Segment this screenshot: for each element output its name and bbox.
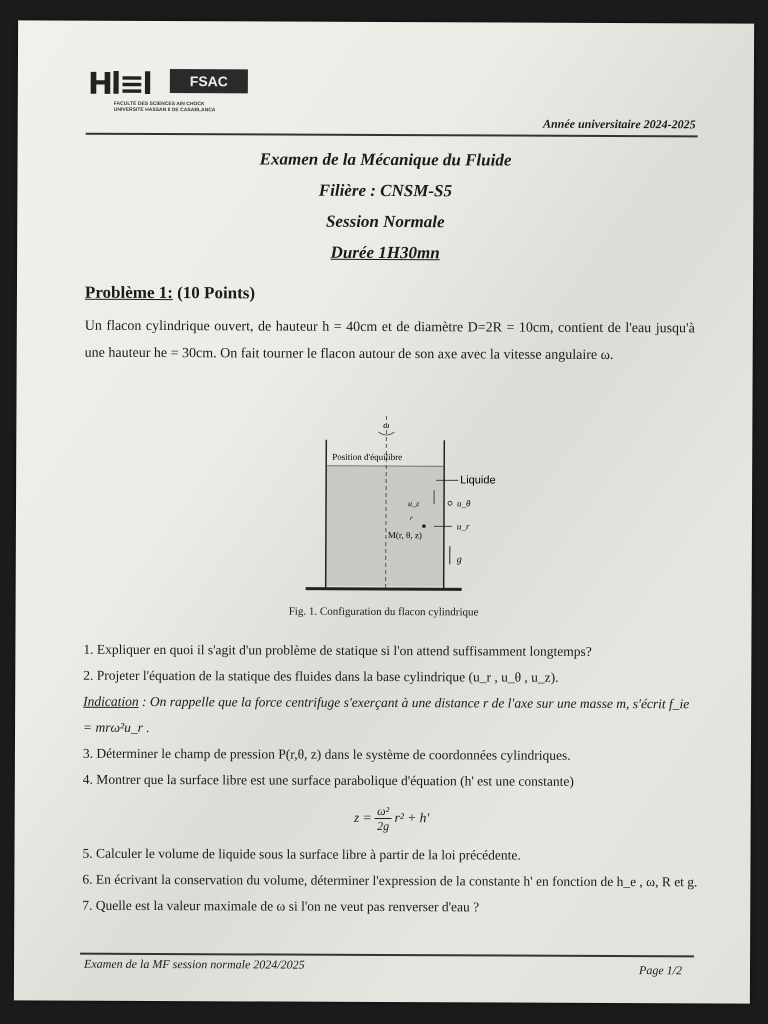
u-theta-label: u_θ bbox=[457, 498, 471, 509]
indication bbox=[83, 689, 701, 744]
gravity-label: g bbox=[456, 554, 462, 566]
logo-subtitle-1: FACULTE DES SCIENCES AIN CHOCK bbox=[113, 100, 205, 108]
indication-label: Indication bbox=[83, 693, 139, 709]
figure-caption: Fig. 1. Configuration du flacon cylindrique bbox=[288, 605, 479, 619]
question-5: 5. Calculer le volume de liquide sous la surface libre à partir de la loi précédente. bbox=[82, 845, 521, 863]
question-3: 3. Déterminer le champ de pression P(r,θ, z) dans le système de coordonnées cylindriques. bbox=[82, 745, 571, 763]
academic-year: Année universitaire 2024-2025 bbox=[542, 116, 696, 132]
equation-numerator: ω² bbox=[375, 804, 391, 819]
logo-box: FSAC bbox=[170, 69, 248, 93]
flask-base bbox=[306, 589, 462, 590]
problem-intro: Un flacon cylindrique ouvert, de hauteur h = 40cm et de diamètre D=2R = 10cm, contient de l'eau jusqu'à une hauteur he = 30cm. On fait tourner le flacon autour de son axe avec la vitesse angulaire ω. bbox=[84, 318, 695, 363]
free-surface-line bbox=[326, 466, 444, 467]
exam-program: Filière : CNSM-S5 bbox=[318, 180, 453, 201]
equation-rhs: r² + h' bbox=[394, 810, 430, 826]
flask-figure bbox=[302, 410, 523, 597]
question-2: 2. Projeter l'équation de la statique des fluides dans la base cylindrique (u_r , u_θ , u_z). bbox=[83, 667, 559, 685]
exam-page bbox=[14, 20, 754, 1003]
page-number: Page 1/2 bbox=[638, 963, 683, 978]
problem-heading bbox=[85, 283, 255, 304]
surface-equation bbox=[83, 793, 701, 844]
point-m-icon bbox=[422, 524, 426, 528]
liquid-label: Liquide bbox=[460, 474, 496, 487]
problem-heading-label: Problème 1: bbox=[84, 282, 173, 303]
logo-subtitle-2: UNIVERSITE HASSAN II DE CASABLANCA bbox=[113, 106, 216, 114]
logo-mark-icon: Hl≡l bbox=[87, 66, 151, 102]
u-theta-icon bbox=[448, 501, 452, 505]
fsac-logo bbox=[88, 65, 268, 136]
flask-left-wall bbox=[326, 440, 327, 588]
exam-title-block bbox=[17, 148, 754, 275]
flask-right-wall bbox=[444, 440, 445, 588]
equation-denominator: 2g bbox=[377, 819, 390, 834]
question-list bbox=[82, 637, 701, 922]
exam-title: Examen de la Mécanique du Fluide bbox=[259, 149, 512, 170]
liquid-region bbox=[326, 466, 445, 587]
exam-session: Session Normale bbox=[325, 211, 445, 232]
omega-label: ω bbox=[383, 419, 390, 431]
u-r-label: u_r bbox=[456, 521, 470, 532]
question-1: 1. Expliquer en quoi il s'agit d'un problème de statique si l'on attend suffisamment longtemps? bbox=[83, 641, 592, 659]
equation-lhs: z = bbox=[353, 809, 372, 825]
r-label: r bbox=[409, 514, 413, 523]
indication-text: : On rappelle que la force centrifuge s'exerçant à une distance r de l'axe sur une masse m, s'écrit f_ie = mrω²u_r . bbox=[83, 693, 690, 735]
u-z-label: u_z bbox=[408, 499, 420, 509]
question-6: 6. En écrivant la conservation du volume, déterminer l'expression de la constante h' en fonction de h_e , ω, R et g. bbox=[82, 871, 698, 890]
point-m-label: M(r, θ, z) bbox=[387, 530, 422, 541]
exam-duration: Durée 1H30mn bbox=[330, 242, 440, 263]
question-4: 4. Montrer que la surface libre est une surface parabolique d'équation (h' est une constante) bbox=[82, 771, 574, 789]
equation-fraction bbox=[375, 804, 391, 833]
question-7: 7. Quelle est la valeur maximale de ω si l'on ne veut pas renverser d'eau ? bbox=[82, 897, 480, 915]
footer-exam-name: Examen de la MF session normale 2024/2025 bbox=[83, 956, 305, 972]
header-divider bbox=[86, 133, 698, 138]
problem-points: (10 Points) bbox=[172, 283, 256, 303]
equilibrium-label: Position d'équilibre bbox=[332, 451, 403, 463]
